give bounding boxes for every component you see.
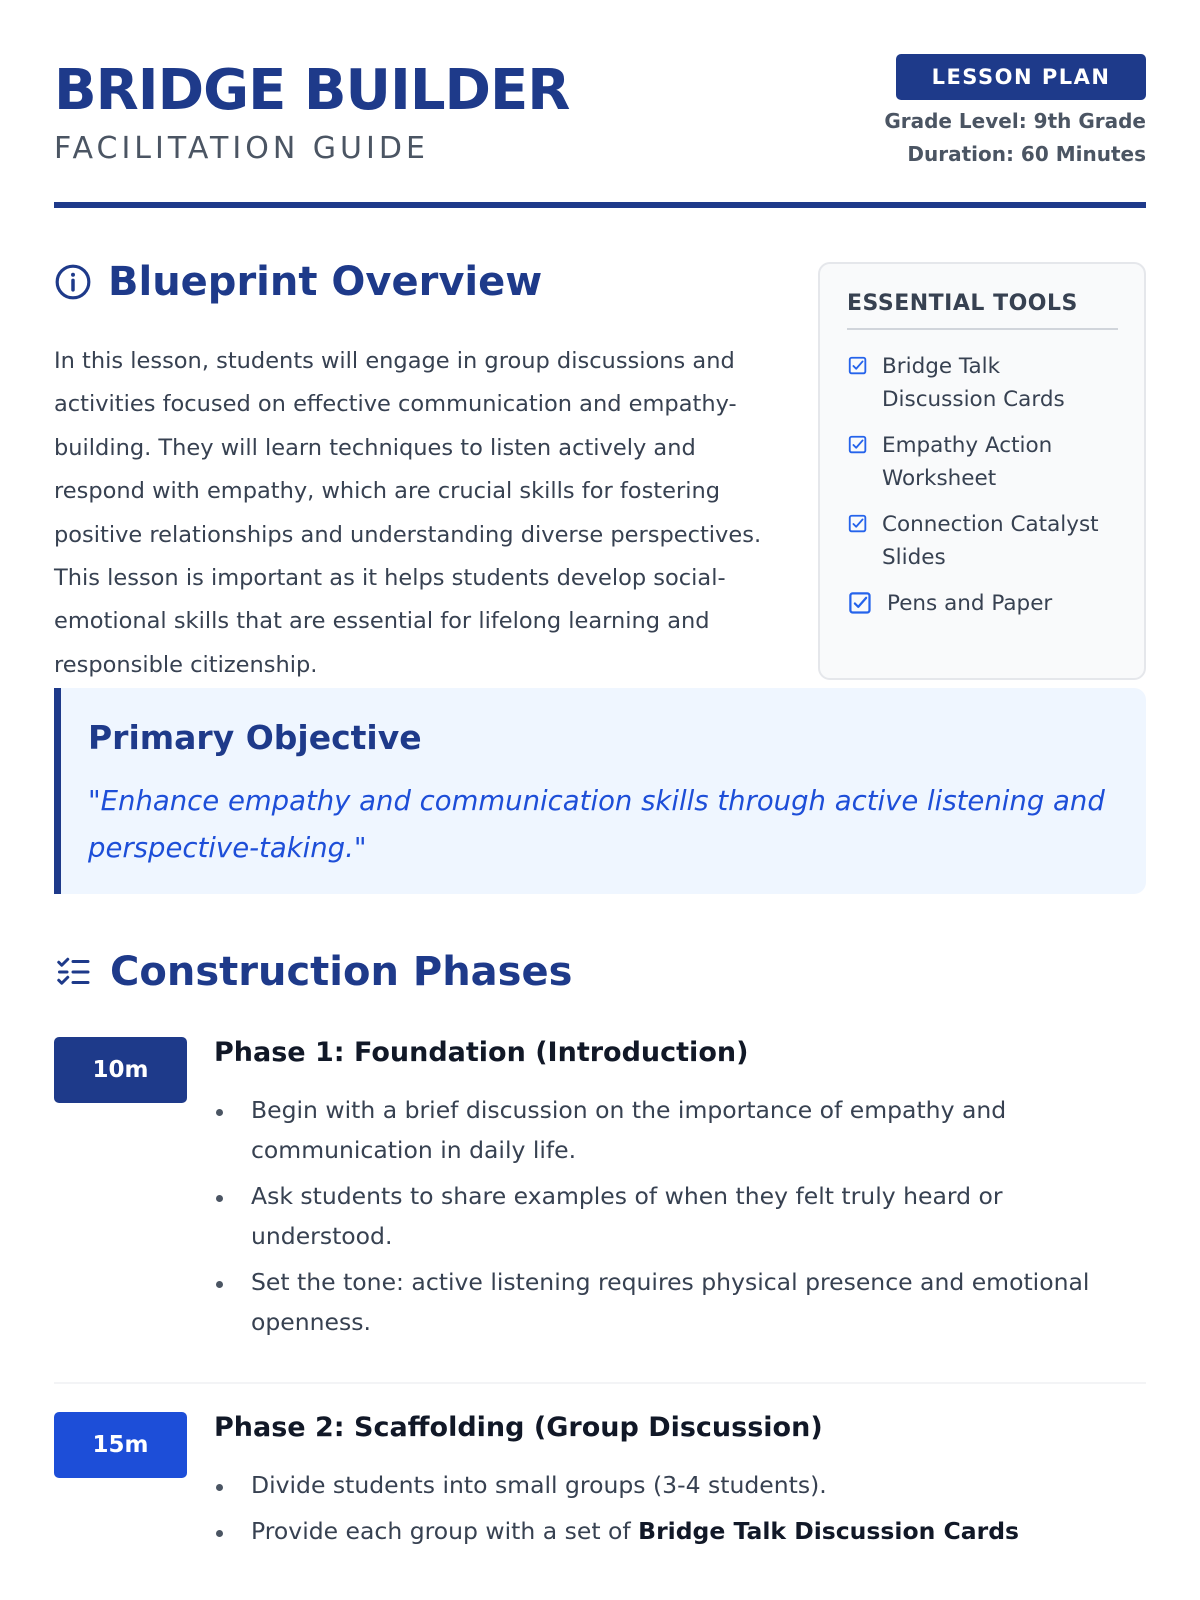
phase-duration-badge: 10m (54, 1037, 187, 1103)
checkbox-icon (847, 434, 869, 456)
objective-quote: "Enhance empathy and communication skills through active listening and perspective-taking." (88, 785, 1105, 864)
essential-tools-card (818, 262, 1146, 680)
phase-1 (54, 1037, 1146, 1384)
construction-phases (54, 949, 1146, 1551)
checkbox-icon (847, 355, 869, 377)
info-icon (54, 263, 92, 301)
page-header (54, 0, 1146, 208)
tool-label: Pens and Paper (887, 591, 1053, 616)
overview-title: Blueprint Overview (108, 259, 543, 305)
bridge-talk-cards-text: Bridge Talk Discussion Cards (638, 1517, 1019, 1545)
essential-tools-title: ESSENTIAL TOOLS (847, 292, 1118, 330)
phase-bullet-list (214, 1090, 1114, 1342)
phase-duration-badge: 15m (54, 1412, 187, 1478)
tool-label: Bridge Talk Discussion Cards (882, 354, 1065, 412)
phase-bullet (214, 1511, 1114, 1551)
phases-title: Construction Phases (110, 949, 573, 995)
overview-description: In this lesson, students will engage in group discussions and activities focused on effective communication and empathy-building. They will learn techniques to listen actively and respond with empathy, which are crucial skills for fostering positive relationships and understanding diverse perspectives. This lesson is important as it helps students develop social-emotional skills that are essential for lifelong learning and responsible citizenship. (54, 348, 762, 678)
phase-bullet: Set the tone: active listening requires physical presence and emotional openness. (214, 1262, 1114, 1342)
tool-item-slides (847, 508, 1118, 574)
primary-objective (54, 688, 1146, 894)
overview-heading (54, 259, 764, 305)
tool-item-discussion-cards (847, 350, 1118, 416)
phase-2 (54, 1412, 1146, 1551)
checklist-icon (54, 954, 92, 990)
duration: Duration: 60 Minutes (907, 142, 1146, 166)
lesson-plan-badge: LESSON PLAN (896, 54, 1146, 100)
tool-item-pens-paper (847, 587, 1118, 620)
checkbox-icon (847, 590, 874, 617)
tool-label: Connection Catalyst Slides (882, 512, 1099, 570)
page-title: BRIDGE BUILDER (54, 58, 570, 123)
essential-tools-list (847, 350, 1118, 620)
phase-bullet: Ask students to share examples of when they felt truly heard or understood. (214, 1176, 1114, 1256)
overview-section (54, 208, 1146, 688)
phase-title: Phase 2: Scaffolding (Group Discussion) (214, 1412, 823, 1443)
phase-title: Phase 1: Foundation (Introduction) (214, 1037, 749, 1068)
objective-title: Primary Objective (88, 718, 422, 757)
blueprint-overview (54, 259, 764, 687)
tool-label: Empathy Action Worksheet (882, 433, 1053, 491)
phase-bullet: Divide students into small groups (3-4 students). (214, 1465, 1114, 1505)
phase-bullet-text: Provide each group with a set of (251, 1517, 631, 1545)
grade-level: Grade Level: 9th Grade (884, 109, 1146, 133)
phase-bullet: Begin with a brief discussion on the importance of empathy and communication in daily life. (214, 1090, 1114, 1170)
checkbox-icon (847, 513, 869, 535)
phases-heading (54, 949, 1146, 995)
phase-bullet-list (214, 1465, 1114, 1551)
lesson-meta (884, 54, 1146, 165)
tool-item-worksheet (847, 429, 1118, 495)
page-subtitle: FACILITATION GUIDE (54, 131, 429, 166)
